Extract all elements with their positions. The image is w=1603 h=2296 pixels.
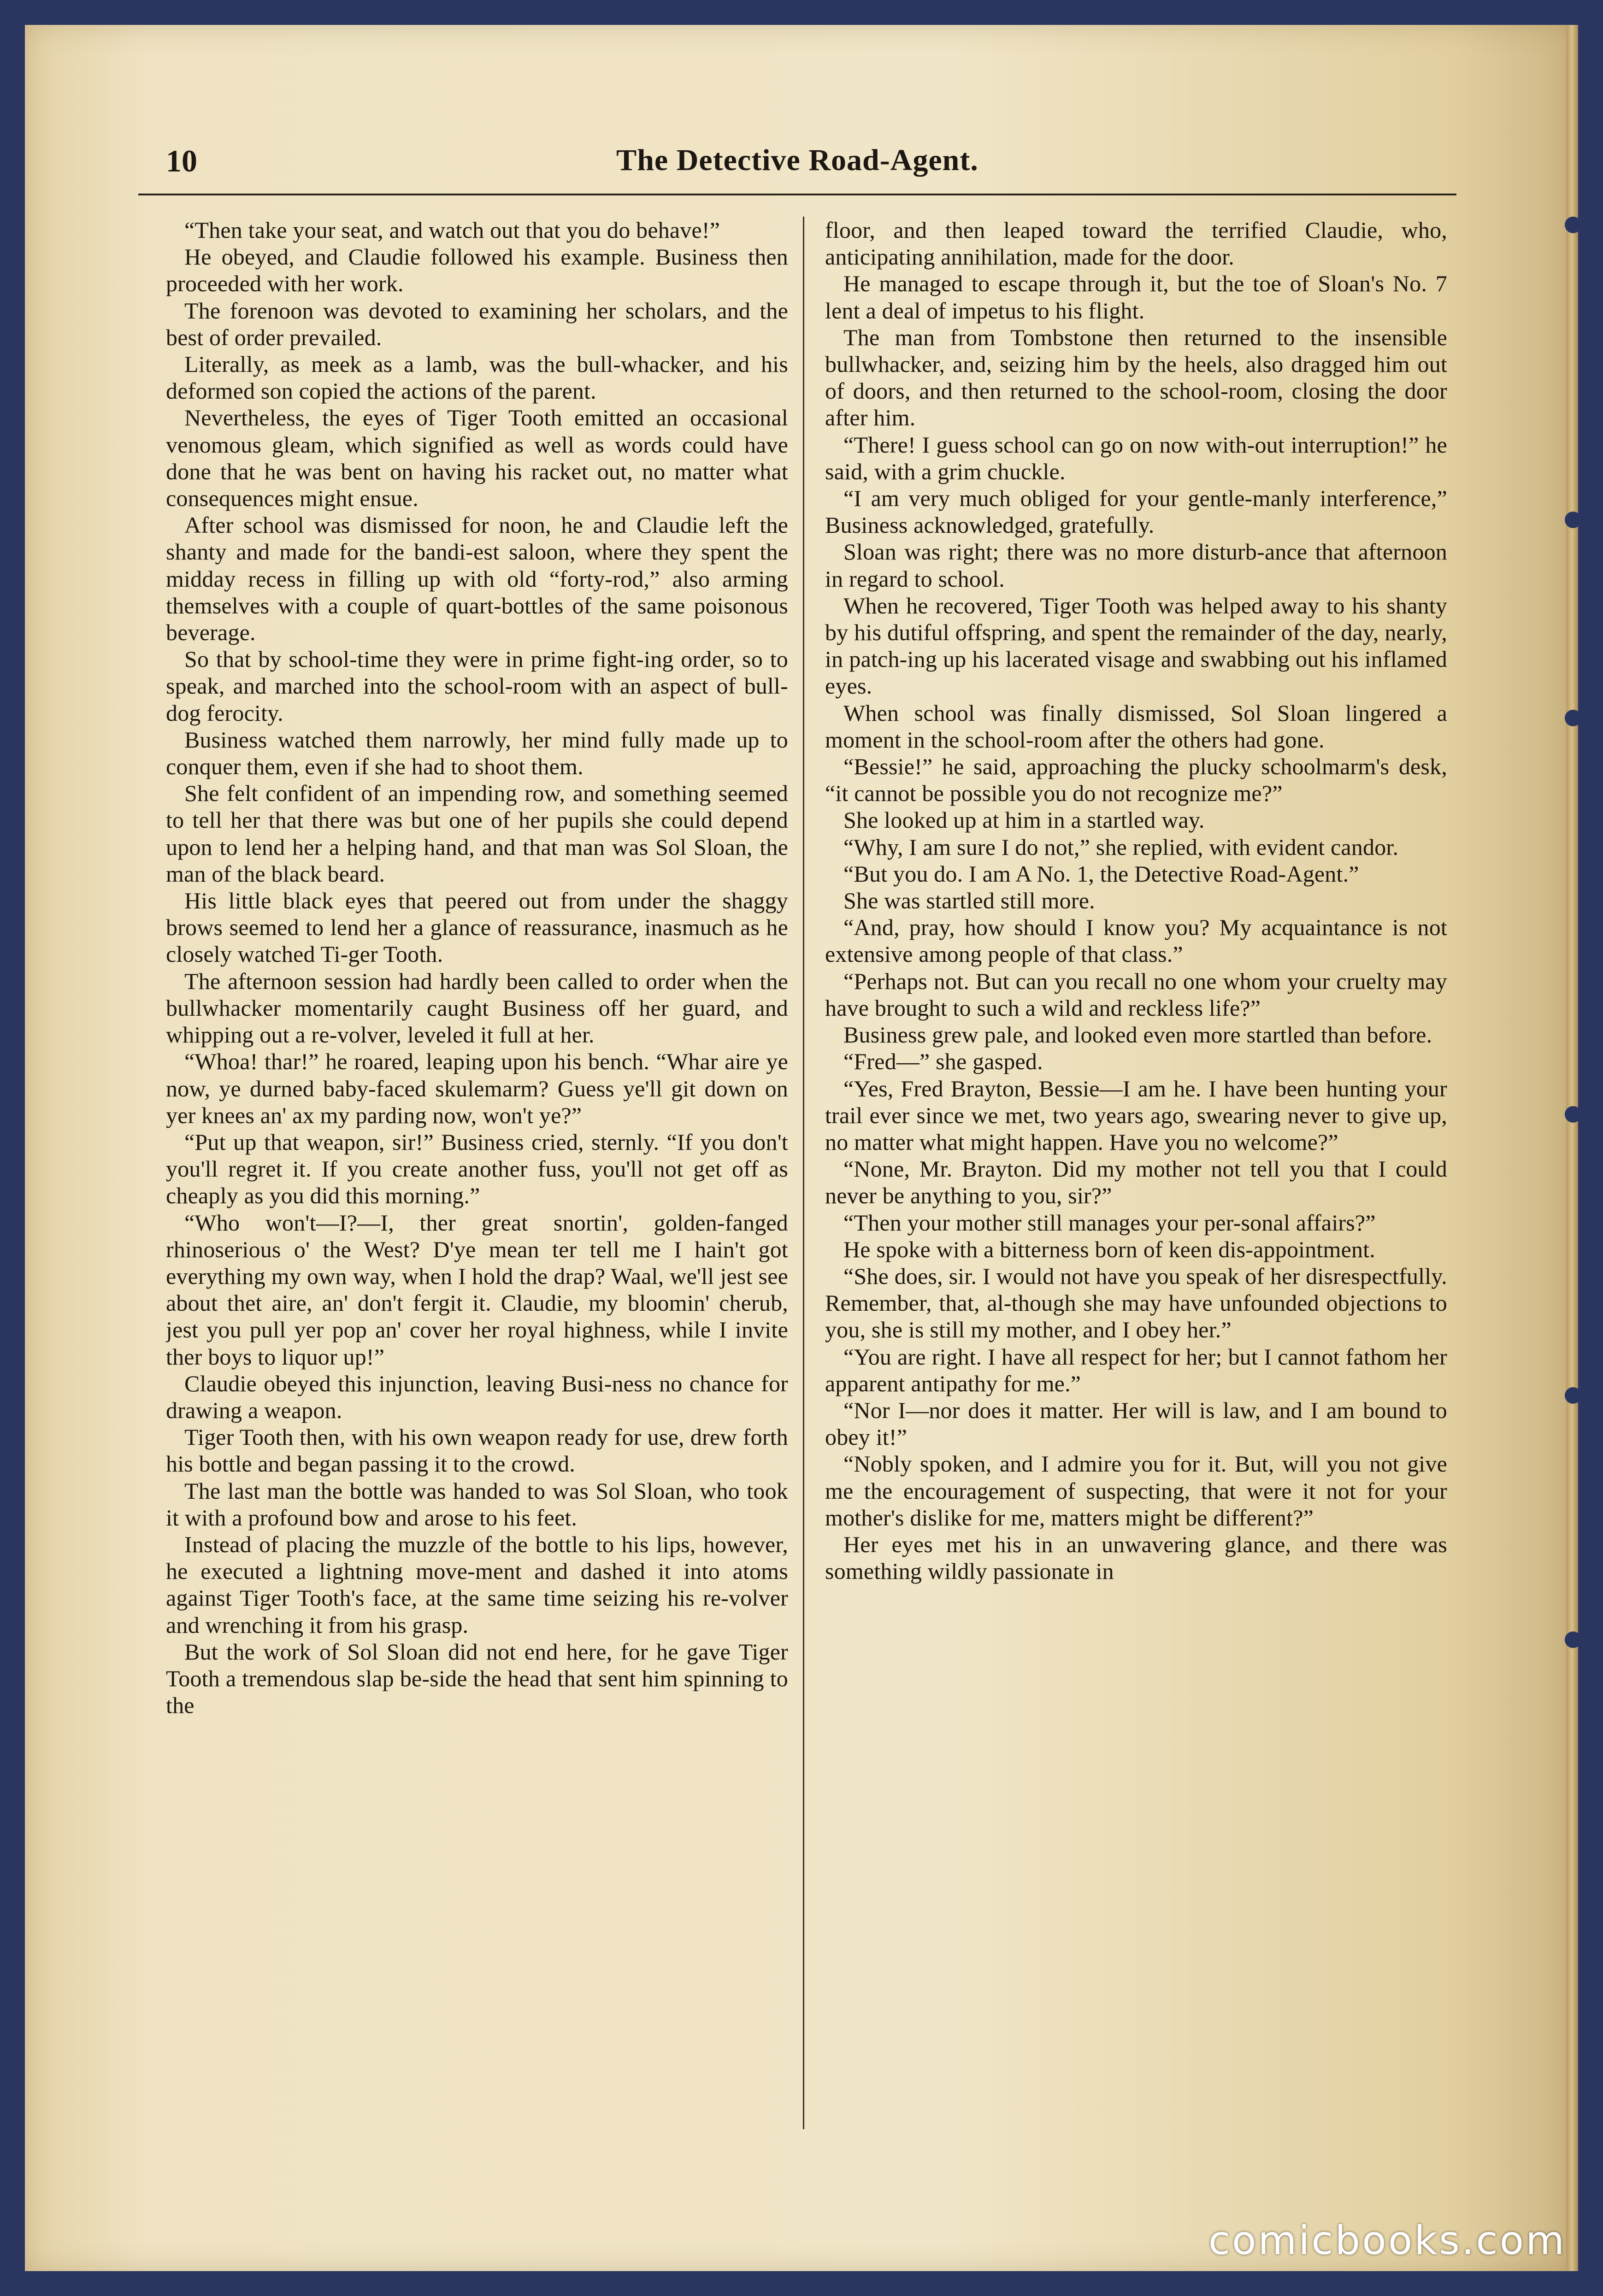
paragraph: “Why, I am sure I do not,” she replied, with evident candor.: [843, 834, 1399, 860]
paragraph: “Nobly spoken, and I admire you for it. But, will you not give me the encouragement of suspecting, that were it not for your mother's dislike for me, matters might be different?”: [825, 1451, 1447, 1531]
paragraph: When he recovered, Tiger Tooth was helped away to his shanty by his dutiful offspring, and spent the remainder of the day, nearly, in patch-ing up his lacerated visage and swabbing out his inflamed eyes.: [825, 592, 1447, 699]
paragraph: “Perhaps not. But can you recall no one whom your cruelty may have brought to such a wild and reckless life?”: [825, 968, 1447, 1021]
binding-hole: [1565, 512, 1581, 528]
paragraph: “I am very much obliged for your gentle-manly interference,” Business acknowledged, gratefully.: [825, 485, 1447, 538]
page-number: 10: [166, 143, 197, 178]
paragraph: The forenoon was devoted to examining her scholars, and the best of order prevailed.: [166, 297, 788, 350]
binding-hole: [1565, 1387, 1581, 1404]
paragraph: Nevertheless, the eyes of Tiger Tooth emitted an occasional venomous gleam, which signified as well as words could have done that he was bent on having his racket out, no matter what consequences might ensue.: [166, 405, 788, 512]
paragraph: So that by school-time they were in prime fight-ing order, so to speak, and marched into the school-room with an aspect of bull-dog ferocity.: [166, 646, 788, 726]
paragraph-continuation: floor, and then leaped toward the terrified Claudie, who, anticipating annihilation, made for the door.: [825, 217, 1447, 270]
paragraph: The man from Tombstone then returned to the insensible bullwhacker, and, seizing him by the heels, also dragged him out of doors, and then returned to the school-room, closing the door after him.: [825, 324, 1447, 431]
paragraph: Business grew pale, and looked even more startled than before.: [843, 1022, 1432, 1048]
page-spine: [1566, 25, 1578, 2271]
paragraph: “Bessie!” he said, approaching the plucky schoolmarm's desk, “it cannot be possible you do not recognize me?”: [825, 754, 1447, 807]
paragraph: “Then take your seat, and watch out that you do behave!”: [184, 217, 720, 243]
paragraph: Her eyes met his in an unwavering glance, and there was something wildly passionate in: [825, 1531, 1447, 1584]
paragraph: Tiger Tooth then, with his own weapon ready for use, drew forth his bottle and began passing it to the crowd.: [166, 1424, 788, 1477]
paragraph: Claudie obeyed this injunction, leaving Busi-ness no chance for drawing a weapon.: [166, 1370, 788, 1423]
paragraph: “There! I guess school can go on now with-out interruption!” he said, with a grim chuckle.: [825, 431, 1447, 484]
binding-hole: [1565, 710, 1581, 726]
binding-hole: [1565, 217, 1581, 233]
paragraph: “She does, sir. I would not have you speak of her disrespectfully. Remember, that, al-though she may have unfounded objections to you, she is still my mother, and I obey her.”: [825, 1263, 1447, 1343]
binding-hole: [1565, 1631, 1581, 1648]
paragraph: After school was dismissed for noon, he and Claudie left the shanty and made for the bandi-est saloon, where they spent the midday recess in filling up with old “forty-rod,” also arming themselves with a couple of quart-bottles of the same poisonous beverage.: [166, 512, 788, 646]
running-title: The Detective Road-Agent.: [616, 143, 978, 177]
paragraph: She looked up at him in a startled way.: [843, 807, 1205, 833]
paragraph: “Fred—” she gasped.: [843, 1048, 1043, 1075]
right-text-column: [825, 217, 1447, 2143]
left-text-column: [166, 217, 788, 2143]
paragraph: The last man the bottle was handed to was Sol Sloan, who took it with a profound bow and arose to his feet.: [166, 1478, 788, 1531]
paragraph: Literally, as meek as a lamb, was the bull-whacker, and his deformed son copied the actions of the parent.: [166, 351, 788, 404]
paragraph: She was startled still more.: [843, 888, 1095, 914]
paragraph: “None, Mr. Brayton. Did my mother not tell you that I could never be anything to you, sir?”: [825, 1156, 1447, 1209]
paragraph: “Nor I—nor does it matter. Her will is law, and I am bound to obey it!”: [825, 1397, 1447, 1450]
paragraph: “And, pray, how should I know you? My acquaintance is not extensive among people of that class.”: [825, 914, 1447, 967]
paragraph: “Who won't—I?—I, ther great snortin', golden-fanged rhinoserious o' the West? D'ye mean ter tell me I hain't got everything my own way, when I hold the drap? Waal, we'll jest see about thet aire, an' don't fergit it. Claudie, my bloomin' cherub, jest you pull yer pop an' cover her royal highness, while I invite ther boys to liquor up!”: [166, 1209, 788, 1370]
paragraph: “Yes, Fred Brayton, Bessie—I am he. I have been hunting your trail ever since we met, two years ago, swearing never to give up, no matter what might happen. Have you no welcome?”: [825, 1075, 1447, 1155]
page-header: [138, 129, 1456, 194]
paragraph: The afternoon session had hardly been called to order when the bullwhacker momentarily caught Business off her guard, and whipping out a re-volver, leveled it full at her.: [166, 968, 788, 1048]
paragraph: He spoke with a bitterness born of keen dis-appointment.: [843, 1236, 1375, 1262]
paragraph: He managed to escape through it, but the toe of Sloan's No. 7 lent a deal of impetus to his flight.: [825, 271, 1447, 324]
paragraph: “Put up that weapon, sir!” Business cried, sternly. “If you don't you'll regret it. If you create another fuss, you'll not get off as cheaply as you did this morning.”: [166, 1129, 788, 1209]
page-edge-background: [1578, 25, 1603, 2271]
paragraph: Business watched them narrowly, her mind fully made up to conquer them, even if she had to shoot them.: [166, 726, 788, 780]
paragraph: Instead of placing the muzzle of the bottle to his lips, however, he executed a lightning move-ment and dashed it into atoms against Tiger Tooth's face, at the same time seizing his re-volver and wrenching it from his grasp.: [166, 1531, 788, 1638]
column-divider: [803, 217, 804, 2129]
paragraph: Sloan was right; there was no more disturb-ance that afternoon in regard to school.: [825, 539, 1447, 592]
paragraph: He obeyed, and Claudie followed his example. Business then proceeded with her work.: [166, 244, 788, 297]
watermark: comicbooks.com: [1208, 2218, 1566, 2264]
paragraph: When school was finally dismissed, Sol Sloan lingered a moment in the school-room after the others had gone.: [825, 700, 1447, 753]
paragraph: “Whoa! thar!” he roared, leaping upon his bench. “Whar aire ye now, ye durned baby-faced skulemarm? Guess ye'll git down on yer knees an' ax my parding now, won't ye?”: [166, 1048, 788, 1128]
paragraph: “But you do. I am A No. 1, the Detective Road-Agent.”: [843, 860, 1359, 887]
paragraph: “Then your mother still manages your per-sonal affairs?”: [843, 1209, 1376, 1236]
paragraph: She felt confident of an impending row, and something seemed to tell her that there was but one of her pupils she could depend upon to lend her a helping hand, and that man was Sol Sloan, the man of the black beard.: [166, 780, 788, 887]
header-rule: [138, 194, 1456, 195]
paragraph: But the work of Sol Sloan did not end here, for he gave Tiger Tooth a tremendous slap be-side the head that sent him spinning to the: [166, 1638, 788, 1719]
paragraph: “You are right. I have all respect for her; but I cannot fathom her apparent antipathy for me.”: [825, 1343, 1447, 1396]
paragraph: His little black eyes that peered out from under the shaggy brows seemed to lend her a glance of reassurance, inasmuch as he closely watched Ti-ger Tooth.: [166, 888, 788, 967]
binding-hole: [1565, 1106, 1581, 1123]
